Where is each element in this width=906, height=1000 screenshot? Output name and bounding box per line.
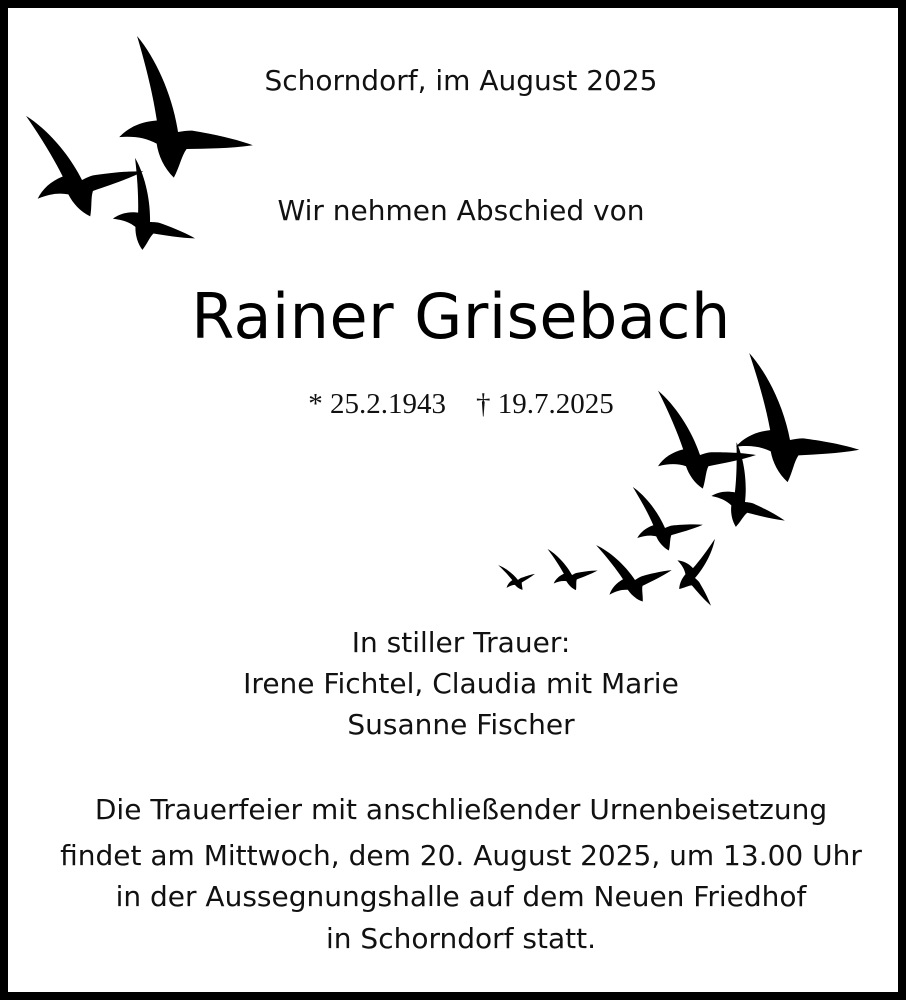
- deceased-name: Rainer Grisebach: [191, 280, 731, 353]
- bird-icon: [666, 539, 742, 615]
- birth-date: * 25.2.1943: [308, 388, 446, 420]
- bird-icon: [26, 101, 149, 224]
- place-date: Schorndorf, im August 2025: [264, 64, 658, 97]
- bird-icon: [548, 541, 601, 594]
- funeral-info-line: findet am Mittwoch, dem 20. August 2025, um 13.00 Uhr: [60, 839, 862, 872]
- funeral-info-line: in der Aussegnungshalle auf dem Neuen Friedhof: [115, 880, 807, 913]
- funeral-info-line: Die Trauerfeier mit anschließender Urnenbeisetzung: [94, 793, 828, 826]
- mourning-heading: In stiller Trauer:: [351, 626, 571, 659]
- bird-icon: [633, 481, 705, 553]
- mourners-line: Susanne Fischer: [347, 708, 575, 741]
- funeral-info-line: in Schorndorf statt.: [326, 922, 596, 955]
- death-date: † 19.7.2025: [476, 388, 614, 420]
- mourners-line: Irene Fichtel, Claudia mit Marie: [243, 667, 679, 700]
- intro-text: Wir nehmen Abschied von: [277, 194, 645, 227]
- bird-icon: [732, 353, 870, 491]
- bird-icon: [498, 554, 538, 594]
